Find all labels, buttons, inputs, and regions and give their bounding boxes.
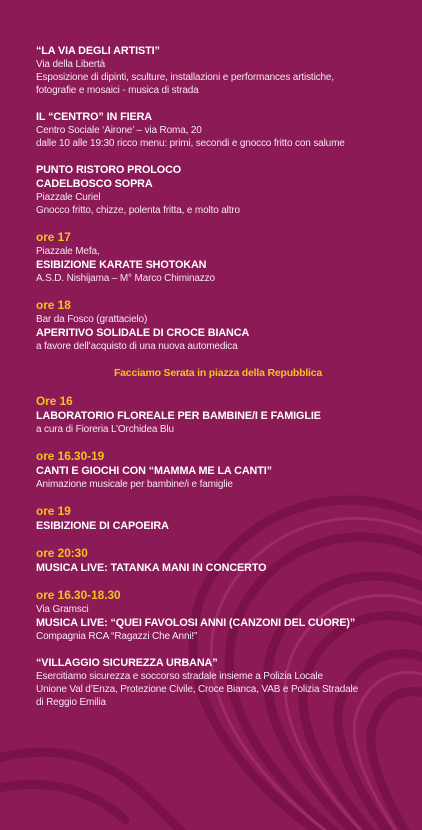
event-punto-ristoro [36, 163, 408, 217]
event-title: ESIBIZIONE KARATE SHOTOKAN [36, 259, 207, 271]
event-time: ore 19 [36, 504, 71, 518]
event-tatanka-mani [36, 546, 408, 575]
event-location: Via Gramsci [36, 604, 89, 615]
event-time: ore 20:30 [36, 546, 88, 560]
event-time: ore 16.30-19 [36, 449, 105, 463]
event-time: Ore 16 [36, 394, 73, 408]
event-capoeira [36, 504, 408, 533]
event-description: fotografie e mosaici - musica di strada [36, 85, 199, 96]
event-location: Centro Sociale ‘Airone’ – via Roma, 20 [36, 125, 202, 136]
event-description: Gnocco fritto, chizze, polenta fritta, e molto altro [36, 205, 240, 216]
event-title: PUNTO RISTORO PROLOCO [36, 164, 182, 176]
event-karate [36, 230, 408, 285]
event-description: Animazione musicale per bambine/i e famiglie [36, 479, 233, 490]
event-quei-favolosi-anni [36, 588, 408, 643]
event-via-degli-artisti [36, 44, 408, 97]
event-description: Esercitiamo sicurezza e soccorso stradale insieme a Polizia Locale [36, 671, 323, 682]
event-laboratorio-floreale [36, 394, 408, 436]
event-title: CANTI E GIOCHI CON “MAMMA ME LA CANTI” [36, 465, 272, 477]
event-title: LABORATORIO FLOREALE PER BAMBINE/I E FAMIGLIE [36, 410, 321, 422]
event-time: ore 17 [36, 230, 71, 244]
event-title: APERITIVO SOLIDALE DI CROCE BIANCA [36, 327, 250, 339]
event-centro-in-fiera [36, 110, 408, 150]
event-title: IL “CENTRO” IN FIERA [36, 111, 152, 123]
event-description: A.S.D. Nishijama – M° Marco Chiminazzo [36, 273, 215, 284]
event-canti-e-giochi [36, 449, 408, 491]
event-title: ESIBIZIONE DI CAPOEIRA [36, 520, 169, 532]
event-title-line2: CADELBOSCO SOPRA [36, 178, 153, 190]
event-location: Piazzale Curiel [36, 192, 101, 203]
event-time: ore 18 [36, 298, 71, 312]
event-location: Via della Libertà [36, 59, 105, 70]
event-villaggio-sicurezza [36, 656, 408, 709]
event-time: ore 16.30-18.30 [36, 588, 121, 602]
event-title: MUSICA LIVE: TATANKA MANI IN CONCERTO [36, 562, 267, 574]
event-description: a favore dell’acquisto di una nuova automedica [36, 341, 238, 352]
event-location: Bar da Fosco (grattacielo) [36, 314, 148, 325]
section-banner: Facciamo Serata in piazza della Repubblica [113, 367, 323, 379]
event-aperitivo [36, 298, 408, 353]
event-location: Piazzale Mefa, [36, 246, 100, 257]
event-description: a cura di Fioreria L’Orchidea Blu [36, 424, 174, 435]
event-description: Esposizione di dipinti, sculture, installazioni e performances artistiche, [36, 72, 334, 83]
event-description: Compagnia RCA “Ragazzi Che Anni!” [36, 631, 198, 642]
event-title: MUSICA LIVE: “QUEI FAVOLOSI ANNI (CANZONI DEL CUORE)” [36, 617, 356, 629]
event-description: Unione Val d’Enza, Protezione Civile, Croce Bianca, VAB e Polizia Stradale [36, 684, 359, 695]
event-title: “VILLAGGIO SICUREZZA URBANA” [36, 657, 218, 669]
event-description: di Reggio Emilia [36, 697, 106, 708]
event-description: dalle 10 alle 19:30 ricco menu: primi, secondi e gnocco fritto con salume [36, 138, 345, 149]
event-title: “LA VIA DEGLI ARTISTI” [36, 45, 160, 57]
program-content [36, 44, 408, 722]
